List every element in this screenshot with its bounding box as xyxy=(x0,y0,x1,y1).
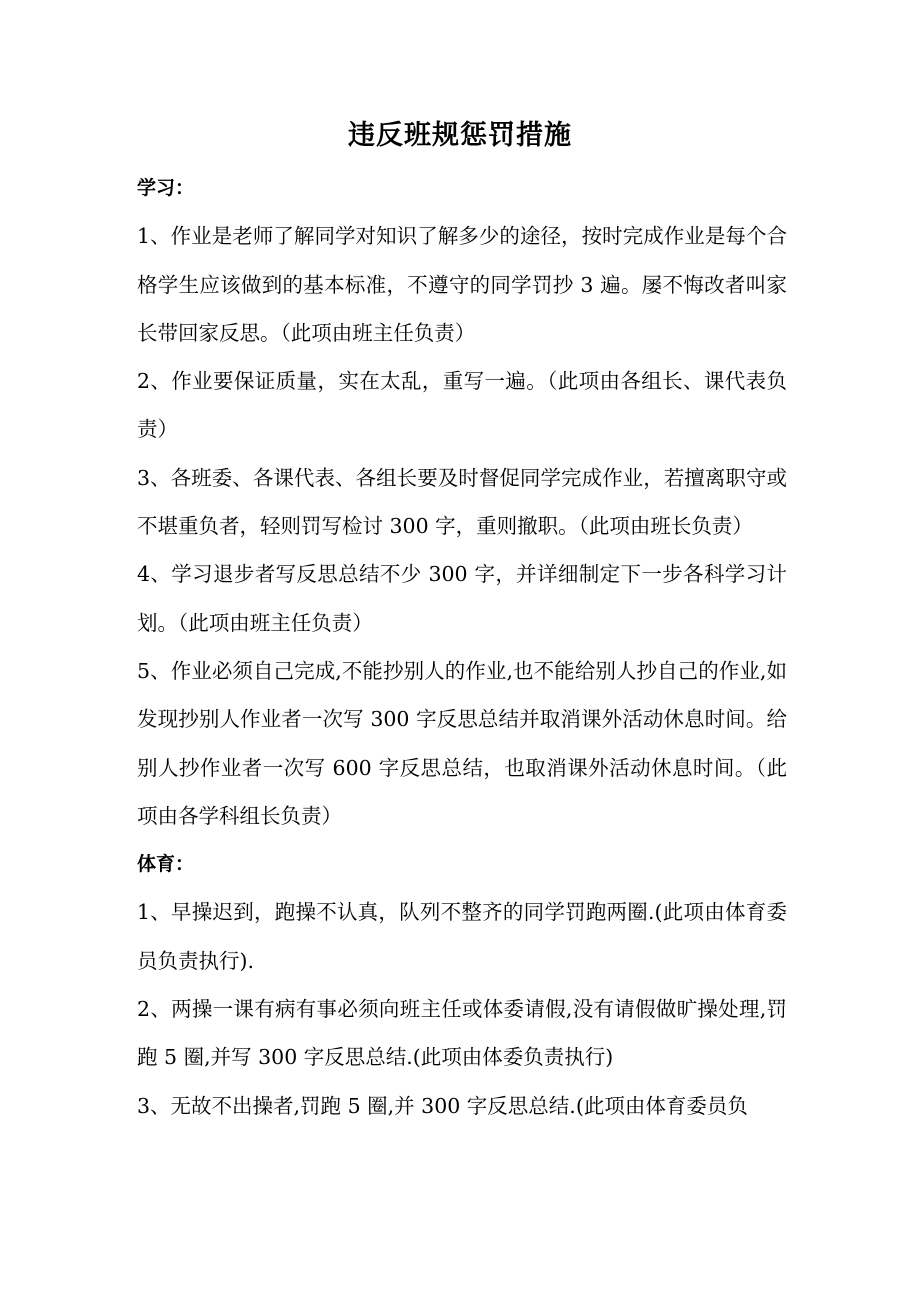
study-rule-5: 5、作业必须自己完成,不能抄别人的作业,也不能给别人抄自己的作业,如发现抄别人作业者一次写 300 字反思总结并取消课外活动休息时间。给别人抄作业者一次写 600 字反思总结，也取消课外活动休息时间。（此项由各学科组长负责） xyxy=(137,658,787,828)
study-rule-3: 3、各班委、各课代表、各组长要及时督促同学完成作业，若擅离职守或不堪重负者，轻则罚写检讨 300 字，重则撤职。（此项由班长负责） xyxy=(137,465,787,539)
sports-rule-2: 2、两操一课有病有事必须向班主任或体委请假,没有请假做旷操处理,罚跑 5 圈,并写 300 字反思总结.(此项由体委负责执行) xyxy=(137,997,787,1070)
section-heading-sports: 体育： xyxy=(137,853,195,876)
study-rule-2: 2、作业要保证质量，实在太乱，重写一遍。（此项由各组长、课代表负责） xyxy=(137,369,787,442)
document-title: 违反班规惩罚措施 xyxy=(348,120,572,151)
section-heading-study: 学习： xyxy=(137,177,195,199)
sports-rule-1: 1、早操迟到，跑操不认真，队列不整齐的同学罚跑两圈.(此项由体育委员负责执行). xyxy=(137,900,787,973)
study-rule-4: 4、学习退步者写反思总结不少 300 字，并详细制定下一步各科学习计划。（此项由班主任负责） xyxy=(137,562,787,635)
document-body xyxy=(137,164,787,1130)
sports-rule-3: 3、无故不出操者,罚跑 5 圈,并 300 字反思总结.(此项由体育委员负 xyxy=(137,1093,748,1118)
study-rule-1: 1、作业是老师了解同学对知识了解多少的途径，按时完成作业是每个合格学生应该做到的基本标准，不遵守的同学罚抄 3 遍。屡不悔改者叫家长带回家反思。（此项由班主任负责） xyxy=(137,224,787,345)
